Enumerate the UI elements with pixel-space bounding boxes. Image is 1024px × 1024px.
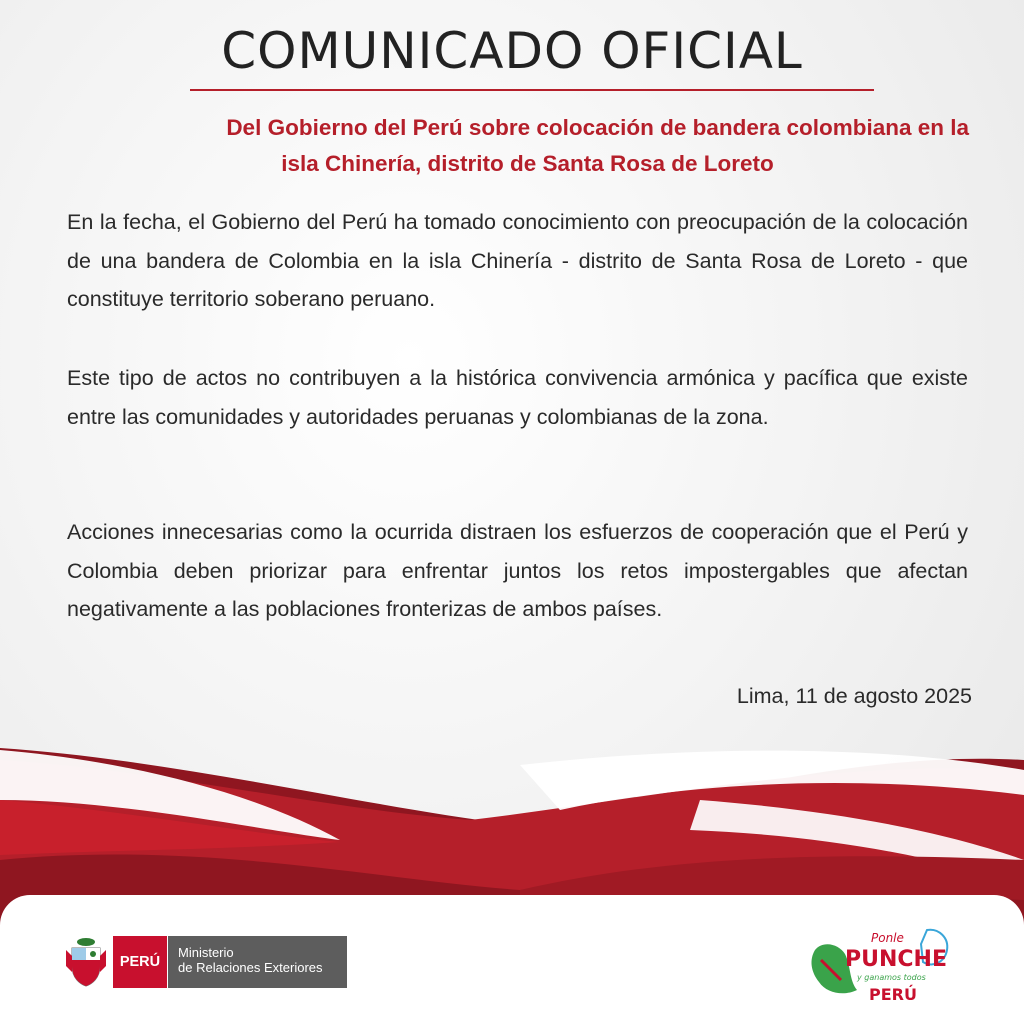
svg-text:Ponle: Ponle	[871, 931, 904, 945]
svg-text:PERÚ: PERÚ	[869, 985, 917, 1004]
ministry-line-1: Ministerio	[178, 945, 234, 960]
subtitle-line-2: isla Chinería, distrito de Santa Rosa de Loreto	[281, 151, 774, 176]
peru-label-box	[113, 936, 167, 988]
ministry-line-2: de Relaciones Exteriores	[178, 960, 323, 975]
subtitle-line-1: Del Gobierno del Perú sobre colocación de bandera colombiana en la	[226, 115, 969, 140]
dateline: Lima, 11 de agosto 2025	[736, 684, 972, 708]
ministry-label-box	[167, 936, 347, 988]
coat-of-arms-icon	[64, 936, 108, 988]
title-divider	[190, 89, 874, 91]
svg-text:PUNCHE: PUNCHE	[845, 947, 947, 972]
page-title: COMUNICADO OFICIAL	[221, 22, 803, 80]
subtitle	[60, 110, 969, 182]
paragraph-1: En la fecha, el Gobierno del Perú ha tomado conocimiento con preocupación de la colocación de una bandera de Colombia en la isla Chinería - distrito de Santa Rosa de Loreto - que constituye territorio soberano peruano.	[67, 210, 968, 311]
svg-text:y ganamos todos: y ganamos todos	[857, 973, 926, 982]
country-label: PERÚ	[119, 954, 161, 970]
paragraph-2: Este tipo de actos no contribuyen a la histórica convivencia armónica y pacífica que existe entre las comunidades y autoridades peruanas y colombianas de la zona.	[67, 366, 968, 429]
punche-peru-logo	[805, 920, 955, 1010]
paragraph-3: Acciones innecesarias como la ocurrida distraen los esfuerzos de cooperación que el Perú y Colombia deben priorizar para enfrentar juntos los retos impostergables que afectan negativamente a las poblaciones fronterizas de ambos países.	[67, 520, 968, 621]
